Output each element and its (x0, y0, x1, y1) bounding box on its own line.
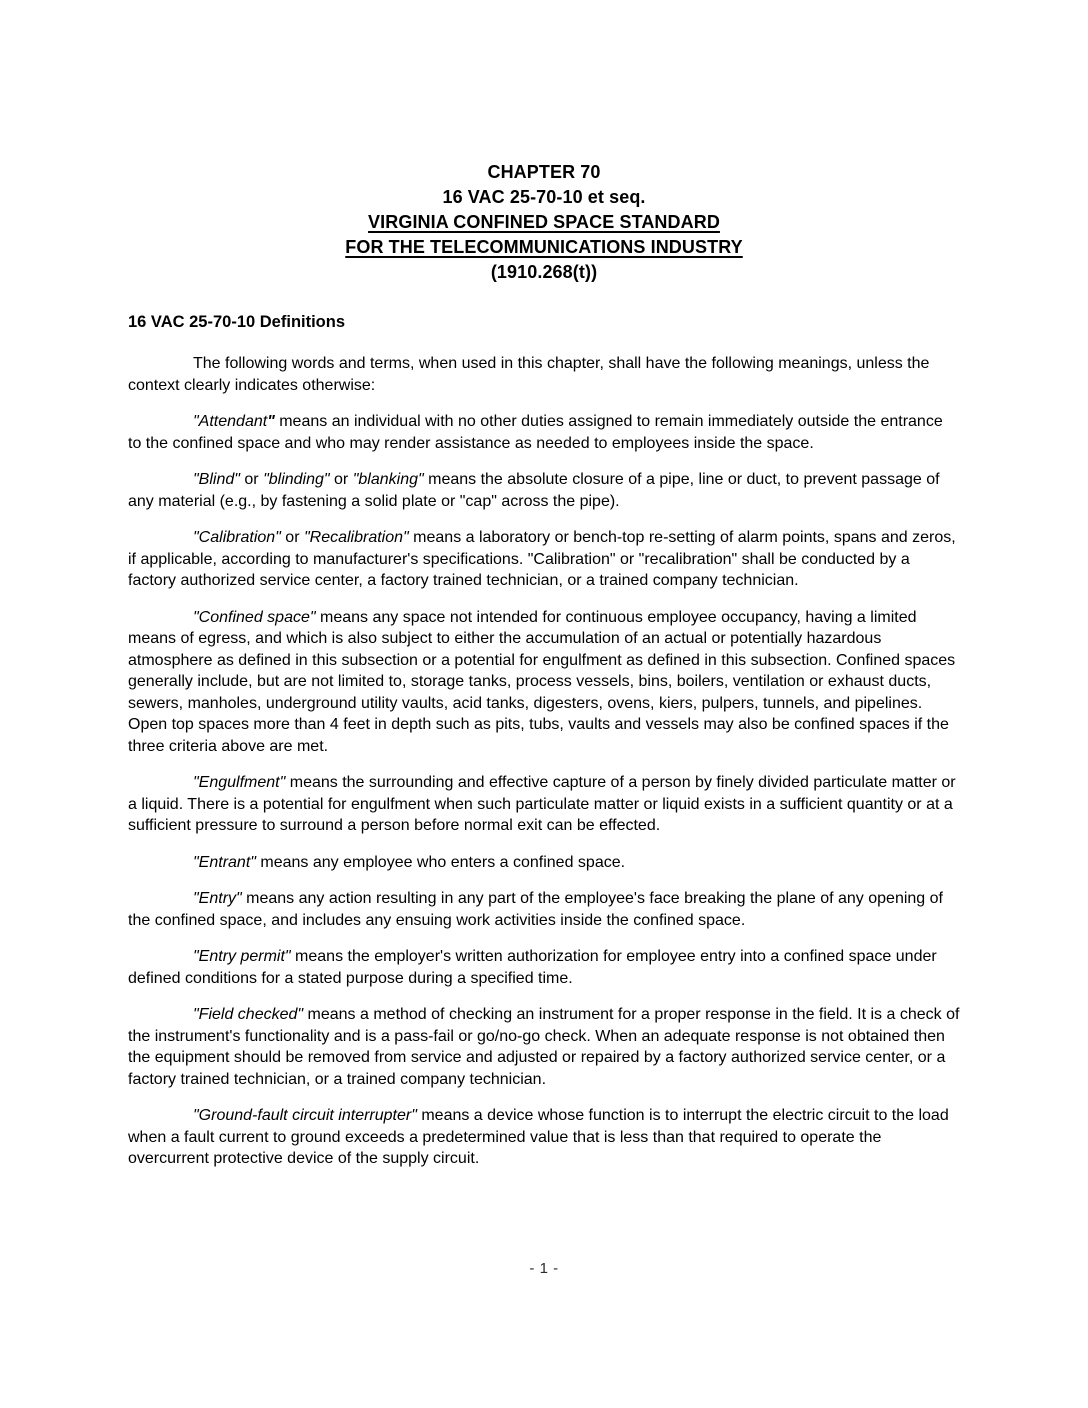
title-line: CHAPTER 70 (487, 162, 601, 182)
definitions-body (128, 353, 960, 1170)
text-run: means the employer's written authorization for employee entry into a confined space under defined conditions for a stated purpose during a specified time. (128, 948, 937, 987)
text-run: "Attendant (193, 413, 268, 430)
text-run: "Calibration" (193, 529, 281, 546)
text-run: or (329, 471, 353, 488)
section-heading: 16 VAC 25-70-10 Definitions (128, 313, 346, 331)
title-line: 16 VAC 25-70-10 et seq. (442, 187, 646, 207)
text-run: means any space not intended for continuous employee occupancy, having a limited means of egress, and which is also subject to either the accumulation of an actual or potentially hazardous atmosphere as defined in this subsection or a potential for engulfment as defined in this subsection. Confined spaces generally include, but are not limited to, storage tanks, process vessels, bins, boilers, ventilation or exhaust ducts, sewers, manholes, underground utility vaults, acid tanks, digesters, ovens, kiers, pulpers, tunnels, and pipelines. Open top spaces more than 4 feet in depth such as pits, tubs, vaults and vessels may also be confined spaces if the three criteria above are met. (128, 608, 956, 755)
text-run: "Field checked" (193, 1006, 304, 1023)
definition-paragraph (128, 411, 960, 454)
title-line: VIRGINIA CONFINED SPACE STANDARD (368, 212, 720, 232)
text-run: means any action resulting in any part of the employee's face breaking the plane of any opening of the confined space, and includes any ensuing work activities inside the confined space. (128, 890, 943, 929)
text-run: means a laboratory or bench-top re-setting of alarm points, spans and zeros, if applicable, according to manufacturer's specifications. "Calibration" or "recalibration" shall be conducted by a factory authorized service center, a factory trained technician, or a trained company technician. (128, 529, 956, 589)
text-run: means a method of checking an instrument for a proper response in the field. It is a check of the instrument's functionality and is a pass-fail or go/no-go check. When an adequate response is not obtained then the equipment should be removed from service and adjusted or repaired by a factory authorized service center, or a factory trained technician, or a trained company technician. (128, 1006, 960, 1088)
text-run: "blinding" (263, 471, 330, 488)
definition-paragraph (128, 607, 960, 758)
text-run: " (267, 413, 275, 430)
text-run: The following words and terms, when used in this chapter, shall have the following meanings, unless the context clearly indicates otherwise: (128, 355, 930, 394)
definition-paragraph (128, 353, 960, 396)
text-run: "blanking" (352, 471, 424, 488)
text-run: "Entry permit" (193, 948, 291, 965)
text-run: "Ground-fault circuit interrupter" (193, 1107, 417, 1124)
definition-paragraph (128, 527, 960, 592)
text-run: or (239, 471, 264, 488)
text-run: "Blind" (193, 471, 240, 488)
text-run: "Entry" (193, 890, 242, 907)
text-run: or (280, 529, 304, 546)
text-run: "Confined space" (193, 608, 316, 626)
definition-paragraph (128, 469, 960, 512)
definition-paragraph (128, 1004, 960, 1090)
text-run: means the absolute closure of a pipe, line or duct, to prevent passage of any material (e.g., by fastening a solid plate or "cap" across the pipe). (128, 471, 940, 510)
definition-paragraph (128, 888, 960, 931)
text-run: means any employee who enters a confined space. (255, 853, 626, 871)
definition-paragraph (128, 1105, 960, 1170)
definition-paragraph (128, 946, 960, 989)
text-run: "Entrant" (193, 853, 256, 871)
title-line: (1910.268(t)) (490, 262, 598, 282)
text-run: "Engulfment" (193, 774, 286, 791)
page-number: - 1 - (529, 1260, 559, 1277)
text-run: means an individual with no other duties assigned to remain immediately outside the entrance to the confined space and who may render assistance as needed to employees inside the space. (128, 413, 943, 452)
definition-paragraph (128, 772, 960, 837)
text-run: means the surrounding and effective capture of a person by finely divided particulate matter or a liquid. There is a potential for engulfment when such particulate matter or liquid exists in a sufficient quantity or at a sufficient pressure to surround a person before normal exit can be effected. (128, 774, 956, 834)
title-line: FOR THE TELECOMMUNICATIONS INDUSTRY (345, 237, 743, 257)
definition-paragraph (128, 852, 960, 874)
title-block (128, 160, 960, 285)
page-content (128, 0, 960, 1170)
text-run: "Recalibration" (303, 529, 409, 546)
text-run: means a device whose function is to interrupt the electric circuit to the load when a fault current to ground exceeds a predetermined value that is less than that required to operate the overcurrent protective device of the supply circuit. (128, 1107, 949, 1167)
